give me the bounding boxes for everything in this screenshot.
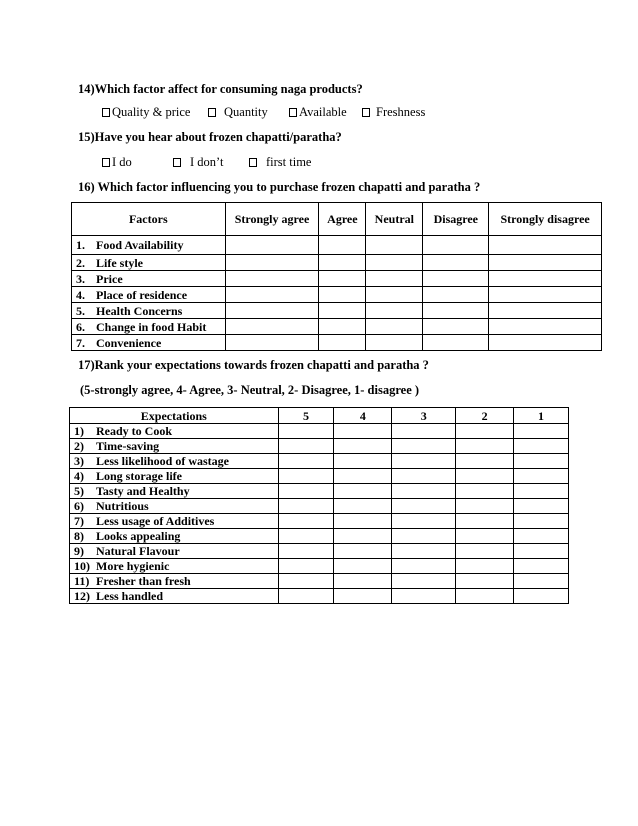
checkbox[interactable] <box>102 158 110 167</box>
rating-cell[interactable] <box>514 424 569 439</box>
question-14: 14)Which factor affect for consuming naga products? <box>78 82 363 96</box>
rating-cell[interactable] <box>514 559 569 574</box>
rating-cell[interactable] <box>456 439 514 454</box>
rating-cell[interactable] <box>278 484 334 499</box>
rating-cell[interactable] <box>456 424 514 439</box>
q15-option-i-dont[interactable]: I don’t <box>173 155 223 170</box>
row-label: 10) More hygienic <box>70 559 279 574</box>
table-row <box>72 319 602 335</box>
rating-cell[interactable] <box>392 469 456 484</box>
row-label: 6) Nutritious <box>70 499 279 514</box>
header-4: 4 <box>334 408 392 424</box>
row-label: 1) Ready to Cook <box>70 424 279 439</box>
rating-cell[interactable] <box>278 469 334 484</box>
row-label: 2) Time-saving <box>70 439 279 454</box>
rating-cell[interactable] <box>334 439 392 454</box>
table-row <box>72 303 602 319</box>
table-row <box>70 514 569 529</box>
rating-cell[interactable] <box>392 499 456 514</box>
header-disagree: Disagree <box>423 203 489 236</box>
rating-cell[interactable] <box>334 454 392 469</box>
rating-cell[interactable] <box>392 574 456 589</box>
rating-cell[interactable] <box>334 559 392 574</box>
header-expectations: Expectations <box>70 408 279 424</box>
row-label: 8) Looks appealing <box>70 529 279 544</box>
rating-cell[interactable] <box>334 469 392 484</box>
header-1: 1 <box>514 408 569 424</box>
rating-cell[interactable] <box>489 287 602 303</box>
row-label: 5. Health Concerns <box>72 303 226 319</box>
header-agree: Agree <box>319 203 366 236</box>
header-strongly-agree: Strongly agree <box>225 203 319 236</box>
table-row <box>72 287 602 303</box>
question-17: 17)Rank your expectations towards frozen chapatti and paratha ? <box>78 358 429 372</box>
rating-cell[interactable] <box>334 529 392 544</box>
header-factors: Factors <box>72 203 226 236</box>
rating-cell[interactable] <box>423 335 489 351</box>
table-header-row <box>70 408 569 424</box>
rating-cell[interactable] <box>334 589 392 604</box>
checkbox[interactable] <box>289 108 297 117</box>
checkbox[interactable] <box>208 108 216 117</box>
table-row <box>70 544 569 559</box>
rating-cell[interactable] <box>489 255 602 271</box>
rating-cell[interactable] <box>319 271 366 287</box>
rating-cell[interactable] <box>278 559 334 574</box>
rating-cell[interactable] <box>514 589 569 604</box>
row-label: 5) Tasty and Healthy <box>70 484 279 499</box>
q14-option-freshness[interactable]: Freshness <box>362 105 425 120</box>
rating-cell[interactable] <box>319 255 366 271</box>
expectations-table <box>69 407 569 604</box>
rating-cell[interactable] <box>366 287 423 303</box>
row-label: 12) Less handled <box>70 589 279 604</box>
rating-cell[interactable] <box>392 439 456 454</box>
q14-option-quantity[interactable]: Quantity <box>208 105 268 120</box>
rating-cell[interactable] <box>514 469 569 484</box>
rating-cell[interactable] <box>319 335 366 351</box>
table-row <box>70 454 569 469</box>
row-label: 3) Less likelihood of wastage <box>70 454 279 469</box>
rating-cell[interactable] <box>456 454 514 469</box>
rating-cell[interactable] <box>319 236 366 255</box>
rating-cell[interactable] <box>392 454 456 469</box>
rating-cell[interactable] <box>366 319 423 335</box>
rating-cell[interactable] <box>225 287 319 303</box>
rating-cell[interactable] <box>514 514 569 529</box>
rating-cell[interactable] <box>489 335 602 351</box>
header-neutral: Neutral <box>366 203 423 236</box>
row-label: 9) Natural Flavour <box>70 544 279 559</box>
rating-cell[interactable] <box>319 287 366 303</box>
rating-cell[interactable] <box>489 271 602 287</box>
rating-cell[interactable] <box>225 303 319 319</box>
rating-cell[interactable] <box>423 255 489 271</box>
table-row <box>70 559 569 574</box>
table-row <box>70 574 569 589</box>
q14-option-available[interactable]: Available <box>289 105 347 120</box>
rating-cell[interactable] <box>278 424 334 439</box>
table-row <box>72 271 602 287</box>
rating-cell[interactable] <box>456 574 514 589</box>
row-label: 4. Place of residence <box>72 287 226 303</box>
table-row <box>72 255 602 271</box>
rating-cell[interactable] <box>423 287 489 303</box>
rating-cell[interactable] <box>456 469 514 484</box>
rating-cell[interactable] <box>278 439 334 454</box>
rating-cell[interactable] <box>278 574 334 589</box>
table-row <box>70 424 569 439</box>
rating-cell[interactable] <box>456 514 514 529</box>
rating-cell[interactable] <box>392 424 456 439</box>
checkbox[interactable] <box>102 108 110 117</box>
row-label: 1. Food Availability <box>72 236 226 255</box>
row-label: 6. Change in food Habit <box>72 319 226 335</box>
rating-cell[interactable] <box>278 589 334 604</box>
header-3: 3 <box>392 408 456 424</box>
rating-cell[interactable] <box>366 303 423 319</box>
header-5: 5 <box>278 408 334 424</box>
rating-cell[interactable] <box>334 544 392 559</box>
rating-cell[interactable] <box>423 303 489 319</box>
row-label: 11) Fresher than fresh <box>70 574 279 589</box>
rating-cell[interactable] <box>392 559 456 574</box>
rating-cell[interactable] <box>278 499 334 514</box>
rating-cell[interactable] <box>456 484 514 499</box>
rating-cell[interactable] <box>278 529 334 544</box>
rating-cell[interactable] <box>514 484 569 499</box>
rating-cell[interactable] <box>392 484 456 499</box>
header-strongly-disagree: Strongly disagree <box>489 203 602 236</box>
rating-cell[interactable] <box>392 529 456 544</box>
rating-cell[interactable] <box>225 271 319 287</box>
table-row <box>70 529 569 544</box>
table-row <box>70 439 569 454</box>
rating-cell[interactable] <box>514 574 569 589</box>
rating-cell[interactable] <box>514 544 569 559</box>
rating-cell[interactable] <box>278 514 334 529</box>
rating-cell[interactable] <box>456 499 514 514</box>
rating-cell[interactable] <box>366 236 423 255</box>
q15-option-i-do[interactable]: I do <box>102 155 132 170</box>
checkbox[interactable] <box>173 158 181 167</box>
rating-cell[interactable] <box>456 544 514 559</box>
row-label: 7) Less usage of Additives <box>70 514 279 529</box>
question-15: 15)Have you hear about frozen chapatti/paratha? <box>78 130 342 144</box>
rating-cell[interactable] <box>456 559 514 574</box>
rating-cell[interactable] <box>423 319 489 335</box>
checkbox[interactable] <box>362 108 370 117</box>
q14-option-quality-price[interactable]: Quality & price <box>102 105 190 120</box>
rating-cell[interactable] <box>366 271 423 287</box>
rating-cell[interactable] <box>334 574 392 589</box>
rating-cell[interactable] <box>514 439 569 454</box>
rating-cell[interactable] <box>334 484 392 499</box>
rating-cell[interactable] <box>392 544 456 559</box>
rating-cell[interactable] <box>225 236 319 255</box>
rating-cell[interactable] <box>225 255 319 271</box>
rating-cell[interactable] <box>366 335 423 351</box>
q15-option-first-time[interactable]: first time <box>249 155 311 170</box>
table-row <box>72 335 602 351</box>
rating-cell[interactable] <box>456 529 514 544</box>
rating-cell[interactable] <box>278 454 334 469</box>
rating-cell[interactable] <box>392 589 456 604</box>
rating-cell[interactable] <box>456 589 514 604</box>
rating-cell[interactable] <box>423 271 489 287</box>
rating-cell[interactable] <box>278 544 334 559</box>
row-label: 7. Convenience <box>72 335 226 351</box>
rating-cell[interactable] <box>489 236 602 255</box>
rating-cell[interactable] <box>514 454 569 469</box>
rating-cell[interactable] <box>225 335 319 351</box>
checkbox[interactable] <box>249 158 257 167</box>
table-row <box>70 589 569 604</box>
question-16: 16) Which factor influencing you to purchase frozen chapatti and paratha ? <box>78 180 481 194</box>
rating-cell[interactable] <box>334 424 392 439</box>
rating-cell[interactable] <box>489 319 602 335</box>
rating-cell[interactable] <box>319 303 366 319</box>
rating-cell[interactable] <box>392 514 456 529</box>
rating-cell[interactable] <box>366 255 423 271</box>
row-label: 4) Long storage life <box>70 469 279 484</box>
rating-cell[interactable] <box>225 319 319 335</box>
rating-cell[interactable] <box>334 499 392 514</box>
table-row <box>70 484 569 499</box>
row-label: 2. Life style <box>72 255 226 271</box>
factors-table <box>71 202 602 351</box>
rating-cell[interactable] <box>319 319 366 335</box>
row-label: 3. Price <box>72 271 226 287</box>
header-2: 2 <box>456 408 514 424</box>
table-header-row <box>72 203 602 236</box>
rating-cell[interactable] <box>514 499 569 514</box>
table-row <box>72 236 602 255</box>
table-row <box>70 469 569 484</box>
table-row <box>70 499 569 514</box>
rating-cell[interactable] <box>423 236 489 255</box>
rating-cell[interactable] <box>514 529 569 544</box>
rating-cell[interactable] <box>489 303 602 319</box>
rating-cell[interactable] <box>334 514 392 529</box>
rating-scale-note: (5-strongly agree, 4- Agree, 3- Neutral, 2- Disagree, 1- disagree ) <box>80 383 420 397</box>
